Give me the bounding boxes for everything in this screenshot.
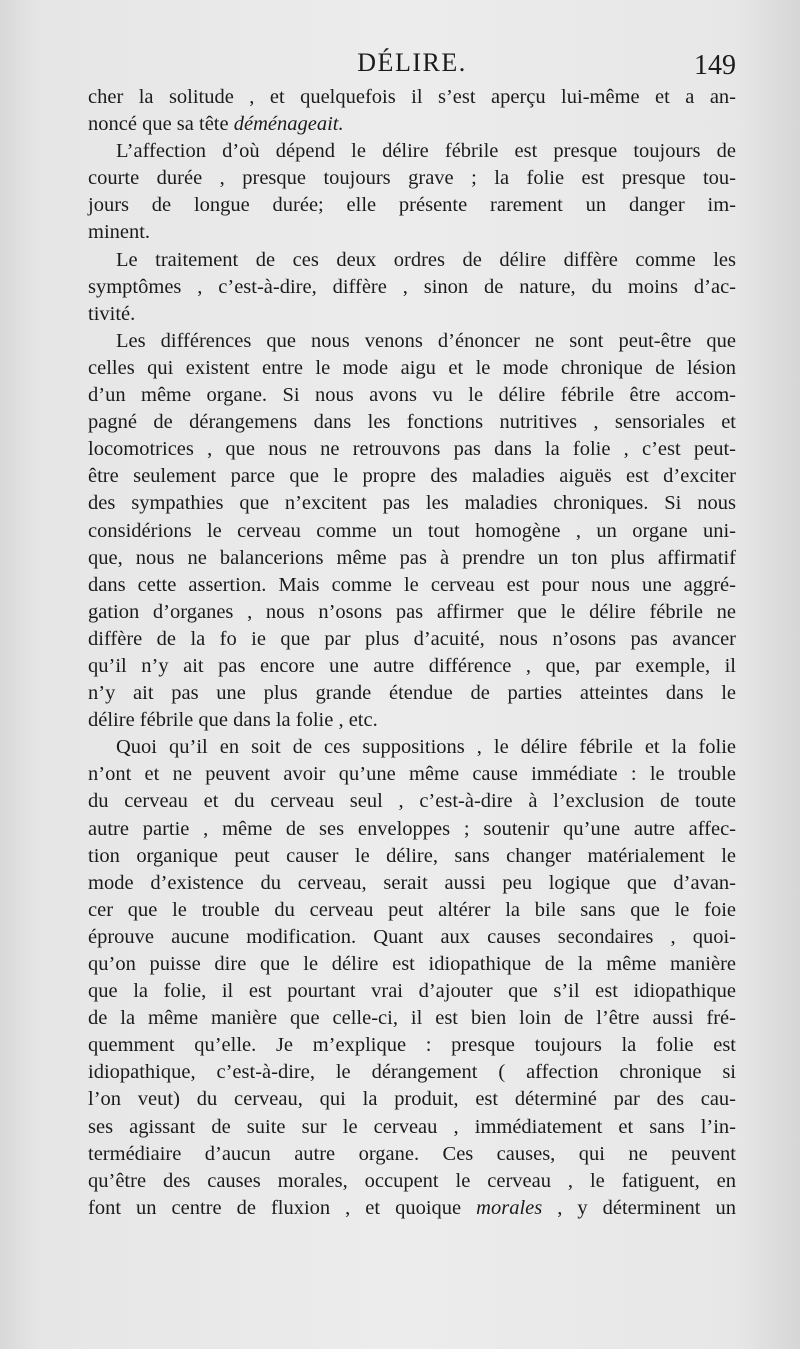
text-line: termédiaire d’aucun autre organe. Ces causes, qui ne peuvent	[88, 1142, 736, 1165]
text-line: dans cette assertion. Mais comme le cerveau est pour nous une aggré-	[88, 573, 736, 596]
text-line: des sympathies que n’excitent pas les maladies chroniques. Si nous	[88, 492, 736, 515]
text-line: l’on veut) du cerveau, qui la produit, est déterminé par des cau-	[88, 1088, 736, 1111]
text-line: n’ont et ne peuvent avoir qu’une même cause immédiate : le trouble	[88, 763, 736, 786]
text-line: Les différences que nous venons d’énoncer ne sont peut-être que	[116, 329, 736, 352]
text-line: gation d’organes , nous n’osons pas affirmer que le délire fébrile ne	[88, 600, 736, 623]
text-line: idiopathique, c’est-à-dire, le dérangement ( affection chronique si	[88, 1061, 736, 1084]
text-line: courte durée , presque toujours grave ; la folie est presque tou-	[88, 167, 736, 190]
text-line: du cerveau et du cerveau seul , c’est-à-dire à l’exclusion de toute	[88, 790, 736, 813]
text-line: celles qui existent entre le mode aigu et le mode chronique de lésion	[88, 356, 736, 379]
text-line: symptômes , c’est-à-dire, diffère , sinon de nature, du moins d’ac-	[88, 275, 736, 298]
text-line: que la folie, il est pourtant vrai d’ajouter que s’il est idiopathique	[88, 980, 736, 1003]
text-line: Le traitement de ces deux ordres de délire diffère comme les	[116, 248, 736, 271]
text-line: d’un même organe. Si nous avons vu le délire fébrile être accom-	[88, 384, 736, 407]
text-line: Quoi qu’il en soit de ces suppositions , le délire fébrile et la folie	[116, 736, 736, 759]
text-line: tion organique peut causer le délire, sans changer matérialement le	[88, 844, 736, 867]
text-body	[88, 84, 736, 1222]
text-line: locomotrices , que nous ne retrouvons pas dans la folie , c’est peut-	[88, 438, 736, 461]
page-title: DÉLIRE.	[357, 48, 467, 77]
text-line: font un centre de fluxion , et quoique morales , y déterminent un	[88, 1196, 737, 1219]
text-line: qu’on puisse dire que le délire est idiopathique de la même manière	[88, 953, 736, 975]
text-line: délire fébrile que dans la folie , etc.	[88, 709, 378, 732]
text-line: cher la solitude , et quelquefois il s’est aperçu lui-même et a an-	[88, 86, 736, 108]
text-line: cer que le trouble du cerveau peut altérer la bile sans que le foie	[88, 898, 736, 921]
text-line: diffère de la fo ie que par plus d’acuité, nous n’osons pas avancer	[88, 627, 736, 650]
text-line: pagné de dérangemens dans les fonctions nutritives , sensoriales et	[88, 411, 736, 434]
text-line: quemment qu’elle. Je m’explique : presque toujours la folie est	[88, 1034, 736, 1057]
text-line: considérions le cerveau comme un tout homogène , un organe uni-	[88, 519, 736, 542]
text-line: être seulement parce que le propre des maladies aiguës est d’exciter	[88, 465, 736, 488]
text-line: que, nous ne balancerions même pas à prendre un ton plus affirmatif	[88, 546, 736, 569]
text-line: L’affection d’où dépend le délire fébrile est presque toujours de	[116, 140, 736, 163]
text-line: noncé que sa tête déménageait.	[88, 113, 344, 136]
text-line: ses agissant de suite sur le cerveau , immédiatement et sans l’in-	[88, 1115, 736, 1138]
text-line: éprouve aucune modification. Quant aux causes secondaires , quoi-	[88, 925, 736, 948]
text-line: minent.	[88, 221, 151, 244]
text-line: qu’il n’y ait pas encore une autre différence , que, par exemple, il	[88, 654, 736, 677]
text-line: mode d’existence du cerveau, serait aussi peu logique que d’avan-	[88, 871, 736, 894]
text-line: tivité.	[88, 302, 136, 325]
text-line: autre partie , même de ses enveloppes ; soutenir qu’une autre affec-	[88, 817, 736, 840]
text-line: jours de longue durée; elle présente rarement un danger im-	[88, 194, 736, 217]
text-line: qu’être des causes morales, occupent le cerveau , le fatiguent, en	[88, 1169, 736, 1192]
text-line: de la même manière que celle-ci, il est bien loin de l’être aussi fré-	[88, 1007, 736, 1030]
text-line: n’y ait pas une plus grande étendue de parties atteintes dans le	[88, 682, 736, 705]
page-number: 149	[694, 50, 736, 81]
running-head	[88, 44, 736, 84]
